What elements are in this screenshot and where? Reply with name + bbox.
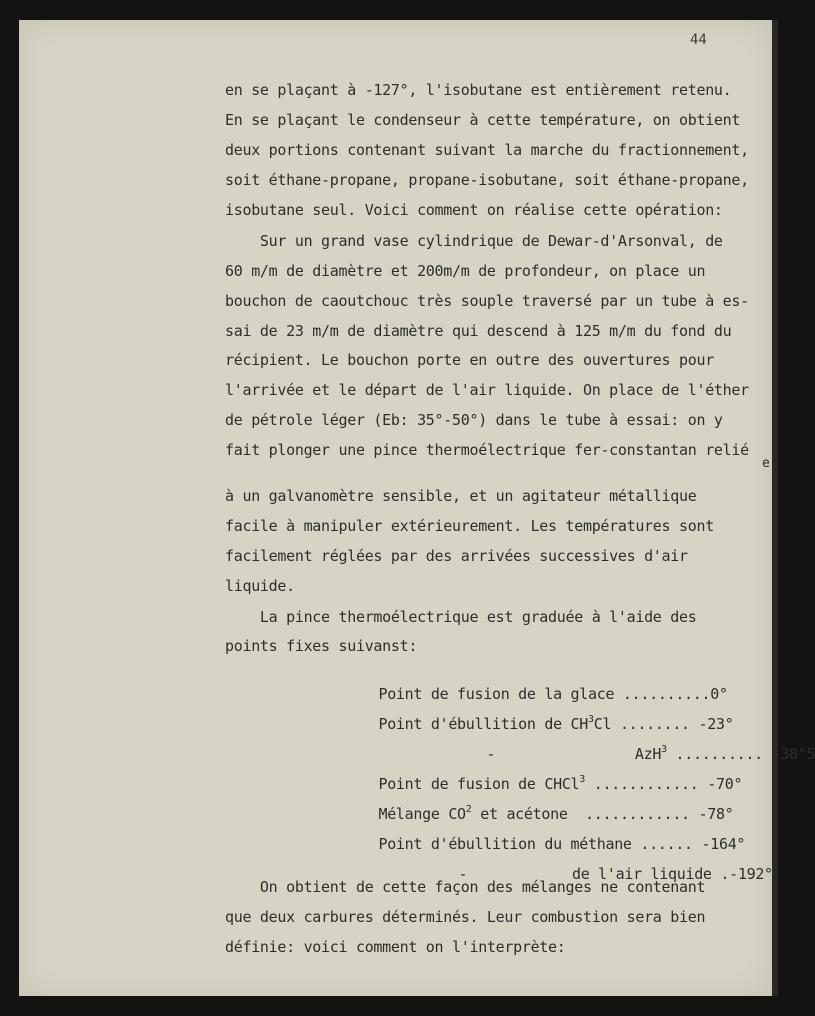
- fixed-point-row: Point de fusion de la glace ..........0°: [378, 685, 728, 703]
- text-line: récipient. Le bouchon porte en outre des ouvertures pour: [225, 351, 714, 369]
- fixed-point-row: - AzH$^3$ .......... -38°5: [486, 744, 815, 763]
- text-line: sai de 23 m/m de diamètre qui descend à 125 m/m du fond du: [225, 322, 732, 340]
- text-line: définie: voici comment on l'interprète:: [225, 938, 566, 956]
- fixed-point-row: Mélange $CO^2$ et acétone ............ -78°: [378, 804, 734, 823]
- text-line: soit éthane-propane, propane-isobutane, soit éthane-propane,: [225, 171, 749, 189]
- text-line: deux portions contenant suivant la marche du fractionnement,: [225, 141, 749, 159]
- text-line: En se plaçant le condenseur à cette température, on obtient: [225, 111, 741, 129]
- fixed-point-row: Point d'ébullition de $CH^3Cl$ ........ -23°: [378, 714, 734, 733]
- text-line: facilement réglées par des arrivées successives d'air: [225, 547, 688, 565]
- text-line: fait plonger une pince thermoélectrique fer-constantan relié: [225, 441, 749, 459]
- page-edge-shadow: [772, 20, 778, 996]
- text-line: La pince thermoélectrique est graduée à l'aide des: [225, 608, 697, 626]
- text-line: isobutane seul. Voici comment on réalise cette opération:: [225, 201, 723, 219]
- text-line: facile à manipuler extérieurement. Les températures sont: [225, 517, 714, 535]
- text-line: points fixes suivanst:: [225, 637, 418, 655]
- text-line: bouchon de caoutchouc très souple traversé par un tube à es-: [225, 292, 749, 310]
- text-line: 60 m/m de diamètre et 200m/m de profondeur, on place un: [225, 262, 706, 280]
- text-line: Sur un grand vase cylindrique de Dewar-d'Arsonval, de: [225, 232, 723, 250]
- text-line: en se plaçant à -127°, l'isobutane est entièrement retenu.: [225, 81, 732, 99]
- text-line: liquide.: [225, 577, 295, 595]
- text-line: l'arrivée et le départ de l'air liquide. On place de l'éther: [225, 381, 749, 399]
- text-line: que deux carbures déterminés. Leur combustion sera bien: [225, 908, 706, 926]
- text-line: de pétrole léger (Eb: 35°-50°) dans le tube à essai: on y: [225, 411, 723, 429]
- text-line: On obtient de cette façon des mélanges ne contenant: [225, 878, 706, 896]
- page-number: 44: [690, 32, 707, 48]
- text-line: à un galvanomètre sensible, et un agitateur métallique: [225, 487, 697, 505]
- fixed-point-row: Point d'ébullition du méthane ...... -164°: [378, 835, 746, 853]
- fixed-point-row: Point de fusion de CHCl$^3$ ............ -70°: [378, 774, 743, 793]
- overflow-letter: e: [762, 456, 770, 471]
- fixed-point-row: - de l'air liquide .-192°: [458, 865, 773, 883]
